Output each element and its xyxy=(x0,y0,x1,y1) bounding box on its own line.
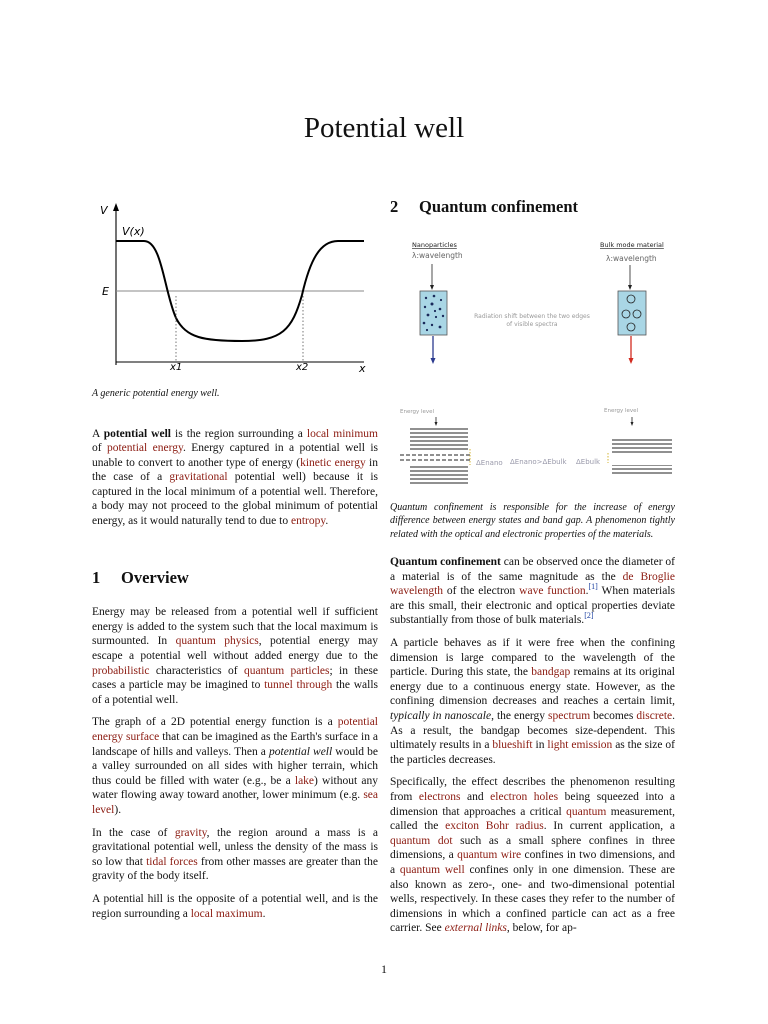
page-number: 1 xyxy=(381,962,387,976)
link-quantum-dot[interactable]: quantum dot xyxy=(390,834,453,847)
delta-e-compare: ΔEnano>ΔEbulk xyxy=(510,457,567,465)
overview-paragraph-3: In the case of gravity, the region around a mass is a gravitational potential well, unless the density of the mass is so low that tidal forces from other masses are greater than the gravity of the body itself. xyxy=(92,826,378,883)
right-column xyxy=(390,197,676,944)
bulk-upper-levels xyxy=(612,440,672,452)
delta-e-bulk: ΔEbulk xyxy=(576,457,601,465)
quantum-figure-lower-levels xyxy=(390,465,675,493)
x1-label: x1 xyxy=(170,362,183,373)
link-quantum-particles[interactable]: quantum particles xyxy=(243,664,330,677)
quantum-confinement-figure xyxy=(390,227,675,465)
link-blueshift[interactable]: blueshift xyxy=(492,739,533,752)
page-title: Potential well xyxy=(303,112,465,144)
curve-label: V(x) xyxy=(122,225,145,238)
energy-level-right: Energy level xyxy=(604,407,639,414)
link-sea-level[interactable]: sea level xyxy=(92,789,378,816)
quantum-figure-caption: Quantum confinement is responsible for the increase of energy difference between energy states and band gap. A phenomenon tightly related with the optical and electronic properties of the materials. xyxy=(390,501,675,540)
x-axis-label: x xyxy=(359,362,366,375)
link-local-maximum[interactable]: local maximum xyxy=(190,907,263,920)
link-quantum[interactable]: quantum xyxy=(566,805,607,818)
radiation-shift-text-1: Radiation shift between the two edges xyxy=(474,312,590,320)
quantum-paragraph-2: A particle behaves as if it were free when the confining dimension is large compared to the wavelength of the particle. During this state, the bandgap remains at its original energy due to a continuous energy state. However, as the confining dimension decreases and reaches a certain limit, typically in nanoscale, the energy spectrum becomes discrete. As a result, the bandgap becomes size-dependent. This ultimately results in a blueshift in light emission as the size of the particles decreases. xyxy=(390,637,676,766)
overview-paragraph-2: The graph of a 2D potential energy function is a potential energy surface that can be imagined as the Earth's surface in a landscape of hills and valleys. Then a potential well would be a valley surrounded on all sides with higher terrain, which thus could be filled with water (e.g., be a lake) without any water flowing away toward another, lower minimum (e.g. sea level). xyxy=(92,716,379,816)
link-spectrum[interactable]: spectrum xyxy=(548,710,591,723)
delta-e-nano: ΔEnano xyxy=(476,458,503,465)
left-column xyxy=(92,200,378,929)
link-electron-holes[interactable]: electron holes xyxy=(490,791,559,803)
link-discrete[interactable]: discrete xyxy=(636,710,673,723)
overview-paragraph-4: A potential hill is the opposite of a potential well, and is the region surrounding a local maximum. xyxy=(92,892,378,920)
energy-label: E xyxy=(102,285,109,298)
nanoparticle-box xyxy=(420,291,447,335)
nanoparticles-wavelength: λ:wavelength xyxy=(412,250,463,260)
link-quantum-well[interactable]: quantum well xyxy=(399,863,465,876)
radiation-shift-text-2: of visible spectra xyxy=(506,320,558,328)
v-axis-label: V xyxy=(100,204,108,217)
overview-paragraph-1: Energy may be released from a potential well if sufficient energy is added to the system such that the local maximum is surmounted. In quantum physics, potential energy may escape a potential well without added energy due to the probabilistic characteristics of quantum particles; in these cases a particle may be imagined to tunnel through the walls of a potential well. xyxy=(92,606,379,706)
nanoparticles-title: Nanoparticles xyxy=(412,240,457,249)
link-local-minimum[interactable]: local minimum xyxy=(306,427,379,440)
link-potential-energy[interactable]: potential energy xyxy=(106,442,183,455)
link-gravity[interactable]: gravity xyxy=(174,826,207,839)
link-light-emission[interactable]: light emission xyxy=(547,739,613,752)
link-quantum-wire[interactable]: quantum wire xyxy=(457,849,522,862)
bulk-title: Bulk mode material xyxy=(600,240,664,249)
bulk-wavelength: λ:wavelength xyxy=(606,253,657,263)
link-tidal-forces[interactable]: tidal forces xyxy=(146,855,198,868)
link-kinetic-energy[interactable]: kinetic energy xyxy=(300,456,366,469)
intro-paragraph: A potential well is the region surrounding a local minimum of potential energy. Energy captured in a potential well is unable to convert to another type of energy (kinetic energy in the case of a gravitational potential well) because it is captured in the local minimum of a potential well. Therefore, a body may not proceed to the global minimum of potential energy, as it would naturally tend to due to entropy. xyxy=(92,427,379,528)
link-probabilistic[interactable]: probabilistic xyxy=(92,664,150,677)
link-potential-energy-surface[interactable]: potential energy surface xyxy=(92,716,378,743)
link-wave-function[interactable]: wave function xyxy=(519,585,586,598)
link-lake[interactable]: lake xyxy=(294,774,315,787)
figure1-caption: A generic potential energy well. xyxy=(92,388,220,399)
link-bandgap[interactable]: bandgap xyxy=(531,666,571,679)
link-gravitational[interactable]: gravitational xyxy=(169,471,228,484)
potential-well-figure xyxy=(92,200,378,375)
quantum-paragraph-3: Specifically, the effect describes the phenomenon resulting from electrons and electron holes being squeezed into a dimension that approaches a critical quantum measurement, called the exciton Bohr radius. In current application, a quantum dot such as a small sphere confines in three dimensions, a quantum wire confines in two dimensions, and a quantum well confines only in one dimension. These are also known as zero-, one- and two-dimensional potential wells, respectively. In these cases they refer to the number of dimensions in which a confined particle can act as a free carrier. See external links, below, for ap- xyxy=(390,776,676,935)
link-entropy[interactable]: entropy xyxy=(290,515,326,528)
link-exciton-bohr-radius[interactable]: exciton Bohr radius xyxy=(445,820,544,833)
quantum-paragraph-1: Quantum confinement can be observed once the diameter of a material is of the same magnitude as the de Broglie wavelength of the electron wave function.[1] When materials are this small, their electronic and optical properties deviate substantially from those of bulk materials.[2] xyxy=(390,556,675,627)
link-de-broglie-wavelength[interactable]: de Broglie wavelength xyxy=(390,570,675,598)
link-external-links[interactable]: external links xyxy=(444,922,507,935)
quantum-heading: 2 Quantum confinement xyxy=(390,197,579,216)
nano-upper-levels xyxy=(410,429,468,449)
energy-level-left: Energy level xyxy=(400,408,435,415)
citation-2[interactable]: [2] xyxy=(584,611,594,621)
v-axis-arrow xyxy=(113,203,119,211)
overview-heading: 1 Overview xyxy=(92,567,189,587)
link-electrons[interactable]: electrons xyxy=(418,791,461,803)
link-tunnel-through[interactable]: tunnel through xyxy=(264,679,333,692)
citation-1[interactable]: [1] xyxy=(588,582,598,592)
link-quantum-physics[interactable]: quantum physics xyxy=(175,635,259,648)
x2-label: x2 xyxy=(296,362,309,373)
